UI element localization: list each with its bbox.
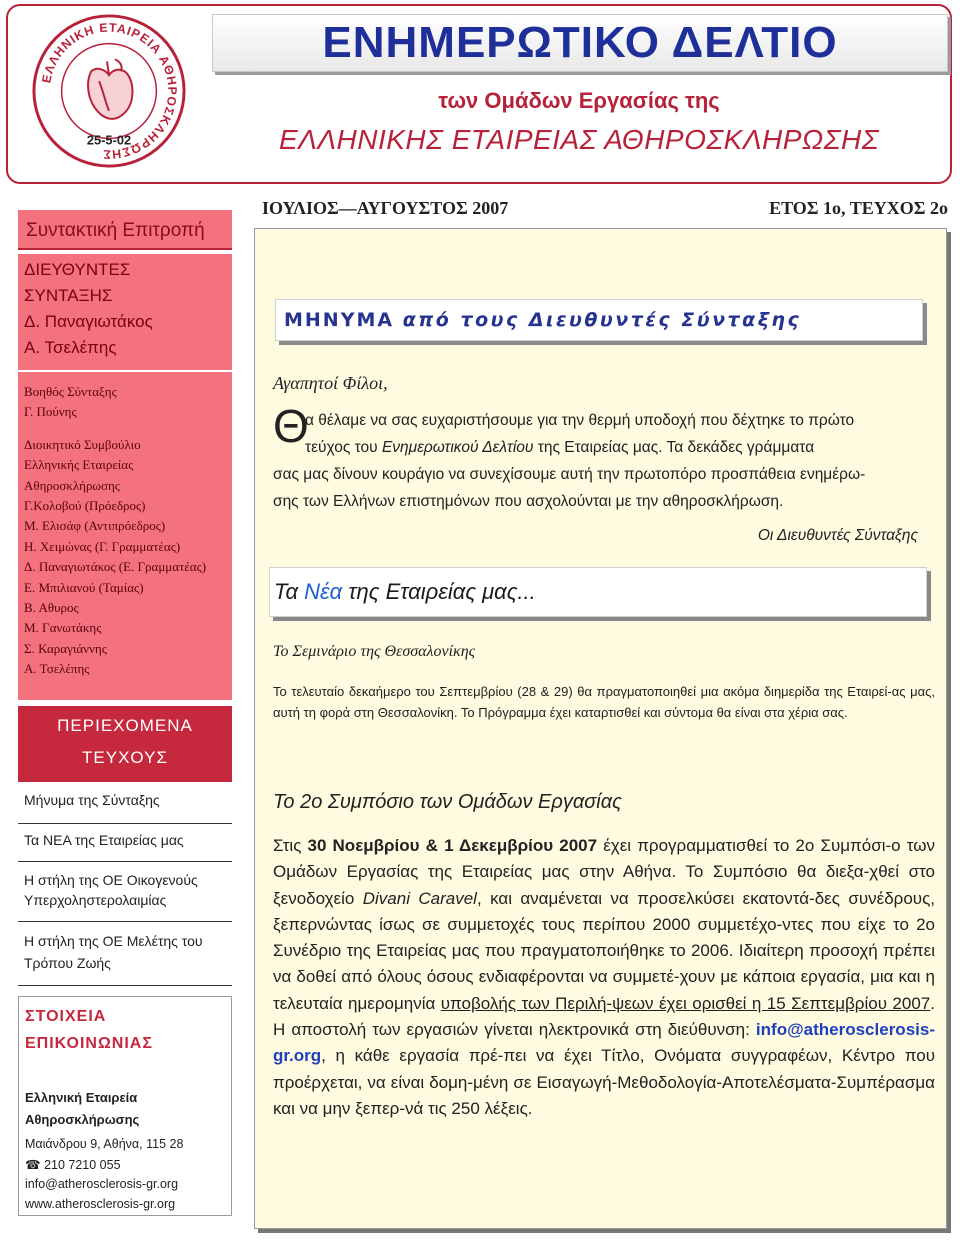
contact-address: Μαιάνδρου 9, Αθήνα, 115 28 <box>25 1137 184 1151</box>
phone-icon: ☎ <box>25 1158 41 1172</box>
contents-title-2: ΤΕΥΧΟΥΣ <box>82 748 168 767</box>
news-heading <box>270 568 926 616</box>
message-heading-word: ΜΗΝΥΜΑ <box>284 309 395 331</box>
symposium-dates: 30 Νοεμβρίου & 1 Δεκεμβρίου 2007 <box>307 836 598 855</box>
contents-heading <box>18 706 232 782</box>
newsletter-title: ΕΝΗΜΕΡΩΤΙΚΟ ΔΕΛΤΙΟ <box>322 18 838 67</box>
toc-item-message[interactable]: Μήνυμα της Σύνταξης <box>18 788 232 824</box>
board-member: Δ. Παναγιωτάκος (Ε. Γραμματέας) <box>24 559 207 575</box>
board-member: Η. Χειμώνας (Γ. Γραμματέας) <box>24 538 181 554</box>
toc-item-hypercholesterolemia[interactable]: Η στήλη της ΟΕ Οικογενούς Υπερχοληστερολαιμίας <box>18 862 232 922</box>
contact-org: Ελληνική Εταιρεία Αθηροσκλήρωσης <box>25 1090 140 1127</box>
editorial-committee-title: Συντακτική Επιτροπή <box>18 210 232 250</box>
symposium-text-part: , και αναμένεται να προσελκύσει εκατοντά-δες συνέδρους, ξεπερνώντας ίσως σε συμμετοχές τους περίπου 2000 συμμετέχο-ντες που είχε το 2ο Συνέδριο της Εταιρείας μας που πραγματοποιήθηκε το 2006. Ιδιαίτερη προσοχή πρέπει να δοθεί από όλους όσους ενδιαφέρονται να συμμετέ-χουν με κάποια εργασία, μια και η τελευταία ημερομηνία <box>273 888 936 1013</box>
directors-heading-2: ΣΥΝΤΑΞΗΣ <box>24 286 113 305</box>
toc-item-lifestyle[interactable]: Η στήλη της ΟΕ Μελέτης του Τρόπου Ζωής <box>18 922 232 986</box>
symposium-text <box>273 833 935 1122</box>
board-member: Γ.Κολοβού (Πρόεδρος) <box>24 498 146 514</box>
issue-date: ΙΟΥΛΙΟΣ—ΑΥΓΟΥΣΤΟΣ 2007 <box>262 198 509 218</box>
board-member: Α. Τσελέπης <box>24 661 90 677</box>
director-name: Α. Τσελέπης <box>24 338 117 357</box>
symposium-text-part: Στις <box>273 836 308 855</box>
message-text: τεύχος του <box>305 439 382 456</box>
seminar-text: Το τελευταίο δεκαήμερο του Σεπτεμβρίου (28 & 29) θα πραγματοποιηθεί μια ακόμα διημερίδα της Εταιρεί-ας μας, αυτή τη φορά στη Θεσσαλονίκη. Το Πρόγραμμα έχει καταρτισθεί και σύντομα θα είναι στα χέρια σας. <box>273 684 935 720</box>
message-line-2 <box>305 434 935 461</box>
contact-phone-row <box>25 1157 121 1172</box>
message-heading <box>276 300 922 340</box>
board-member: Ε. Μπιλιανού (Ταμίας) <box>24 579 144 595</box>
board-member: Μ. Ελισάφ (Αντιπρόεδρος) <box>24 518 166 534</box>
board-member: Μ. Γανωτάκης <box>24 620 102 636</box>
issue-number: ΕΤΟΣ 1ο, ΤΕΥΧΟΣ 2ο <box>769 198 948 218</box>
message-heading-from: από τους Διευθυντές Σύνταξης <box>402 309 802 331</box>
drop-cap: Θ <box>273 400 309 452</box>
toc-item-news[interactable]: Τα ΝΕΑ της Εταιρείας μας <box>18 824 232 862</box>
symposium-hotel: Divani Caravel <box>362 888 477 908</box>
sidebar <box>18 210 232 1222</box>
directors-heading-1: ΔΙΕΥΘΥΝΤΕΣ <box>24 260 131 279</box>
assistant-heading: Βοηθός Σύνταξης <box>24 384 117 399</box>
abstract-deadline: υποβολής των Περιλή-ψεων έχει ορισθεί η 15 Σεπτεμβρίου 2007 <box>440 993 931 1013</box>
subtitle-line-1: των Ομάδων Εργασίας της <box>438 88 720 113</box>
message-line-3: σας μας δίνουν κουράγιο να συνεχίσουμε αυτή την πρωτοπόρο προσπάθεια ενημέρω- <box>273 466 866 483</box>
subtitle-line-2: ΕΛΛΗΝΙΚΗΣ ΕΤΑΙΡΕΙΑΣ ΑΘΗΡΟΣΚΛΗΡΩΣΗΣ <box>278 124 880 155</box>
assistant-name: Γ. Πούνης <box>24 404 77 420</box>
news-heading-text: Τα <box>274 579 305 604</box>
symposium-text-part: . Η αποστολή των εργασιών γίνεται ηλεκτρονικά στη διεύθυνση: <box>273 993 935 1040</box>
logo-ring-text: ΕΛΛΗΝΙΚΗ ΕΤΑΙΡΕΙΑ ΑΘΗΡΟΣΚΛΗΡΩΣΗΣ <box>39 20 180 162</box>
message-signature: Οι Διευθυντές Σύνταξης <box>757 527 918 544</box>
contact-box <box>18 996 232 1216</box>
message-line-4: σης των Ελλήνων επιστημόνων που ασχολούνται με την αθηροσκλήρωση. <box>273 493 784 510</box>
message-heading-box <box>275 299 923 341</box>
main-panel <box>254 228 947 1229</box>
contact-phone: 210 7210 055 <box>44 1158 121 1172</box>
contact-title: ΣΤΟΙΧΕΙΑ ΕΠΙΚΟΙΝΩΝΙΑΣ <box>25 1008 153 1052</box>
director-name: Δ. Παναγιωτάκος <box>24 312 153 331</box>
title-banner <box>212 14 948 72</box>
symposium-title: Το 2ο Συμπόσιο των Ομάδων Εργασίας <box>273 791 622 813</box>
board-heading: Ελληνικής Εταιρείας <box>24 457 134 473</box>
message-text: της Εταιρείας μας. Τα δεκάδες γράμματα <box>533 439 815 456</box>
submission-email-link[interactable]: info@atherosclerosis-gr.org <box>273 1020 935 1066</box>
logo-date: 25-5-02 <box>86 132 132 148</box>
news-heading-text: της Εταιρείας μας... <box>342 579 536 604</box>
board-heading: Διοικητικό Συμβούλιο <box>24 436 141 452</box>
board-heading: Αθηροσκλήρωσης <box>24 477 120 493</box>
editors-block <box>18 254 232 677</box>
contents-title-1: ΠΕΡΙΕΧΟΜΕΝΑ <box>57 716 193 735</box>
symposium-text-part: έχει προγραμματισθεί το 2ο Συμπόσι-ο των Ομάδων Εργασίας της Εταιρείας μας στην Αθήνα. Το Συμπόσιο θα διεξα-χθεί στο ξενοδοχείο <box>273 836 935 908</box>
contact-email[interactable]: info@atherosclerosis-gr.org <box>25 1177 179 1191</box>
board-member: Σ. Καραγιάννης <box>24 640 107 656</box>
contact-website[interactable]: www.atherosclerosis-gr.org <box>25 1197 176 1211</box>
board-member: Β. Αθυρος <box>24 600 79 616</box>
news-heading-box <box>269 567 927 617</box>
symposium-text-part: , η κάθε εργασία πρέ-πει να έχει Τίτλο, Ονόματα συγγραφέων, Κέντρο που προέρχεται, να είναι δομη-μένη σε Εισαγωγή-Μεθοδολογία-Αποτελέσματα-Συμπέρασμα και να μην ξεπερ-νά τις 250 λέξεις. <box>273 1046 935 1118</box>
message-line-1: α θέλαμε να σας ευχαριστήσουμε για την θερμή υποδοχή που δέχτηκε το πρώτο <box>305 412 855 429</box>
salutation: Αγαπητοί Φίλοι, <box>273 373 388 393</box>
seminar-title: Το Σεμινάριο της Θεσσαλονίκης <box>273 643 476 660</box>
news-heading-accent: Νέα <box>304 579 343 604</box>
message-emphasis: Ενημερωτικού Δελτίου <box>381 439 534 456</box>
society-logo <box>30 12 188 170</box>
